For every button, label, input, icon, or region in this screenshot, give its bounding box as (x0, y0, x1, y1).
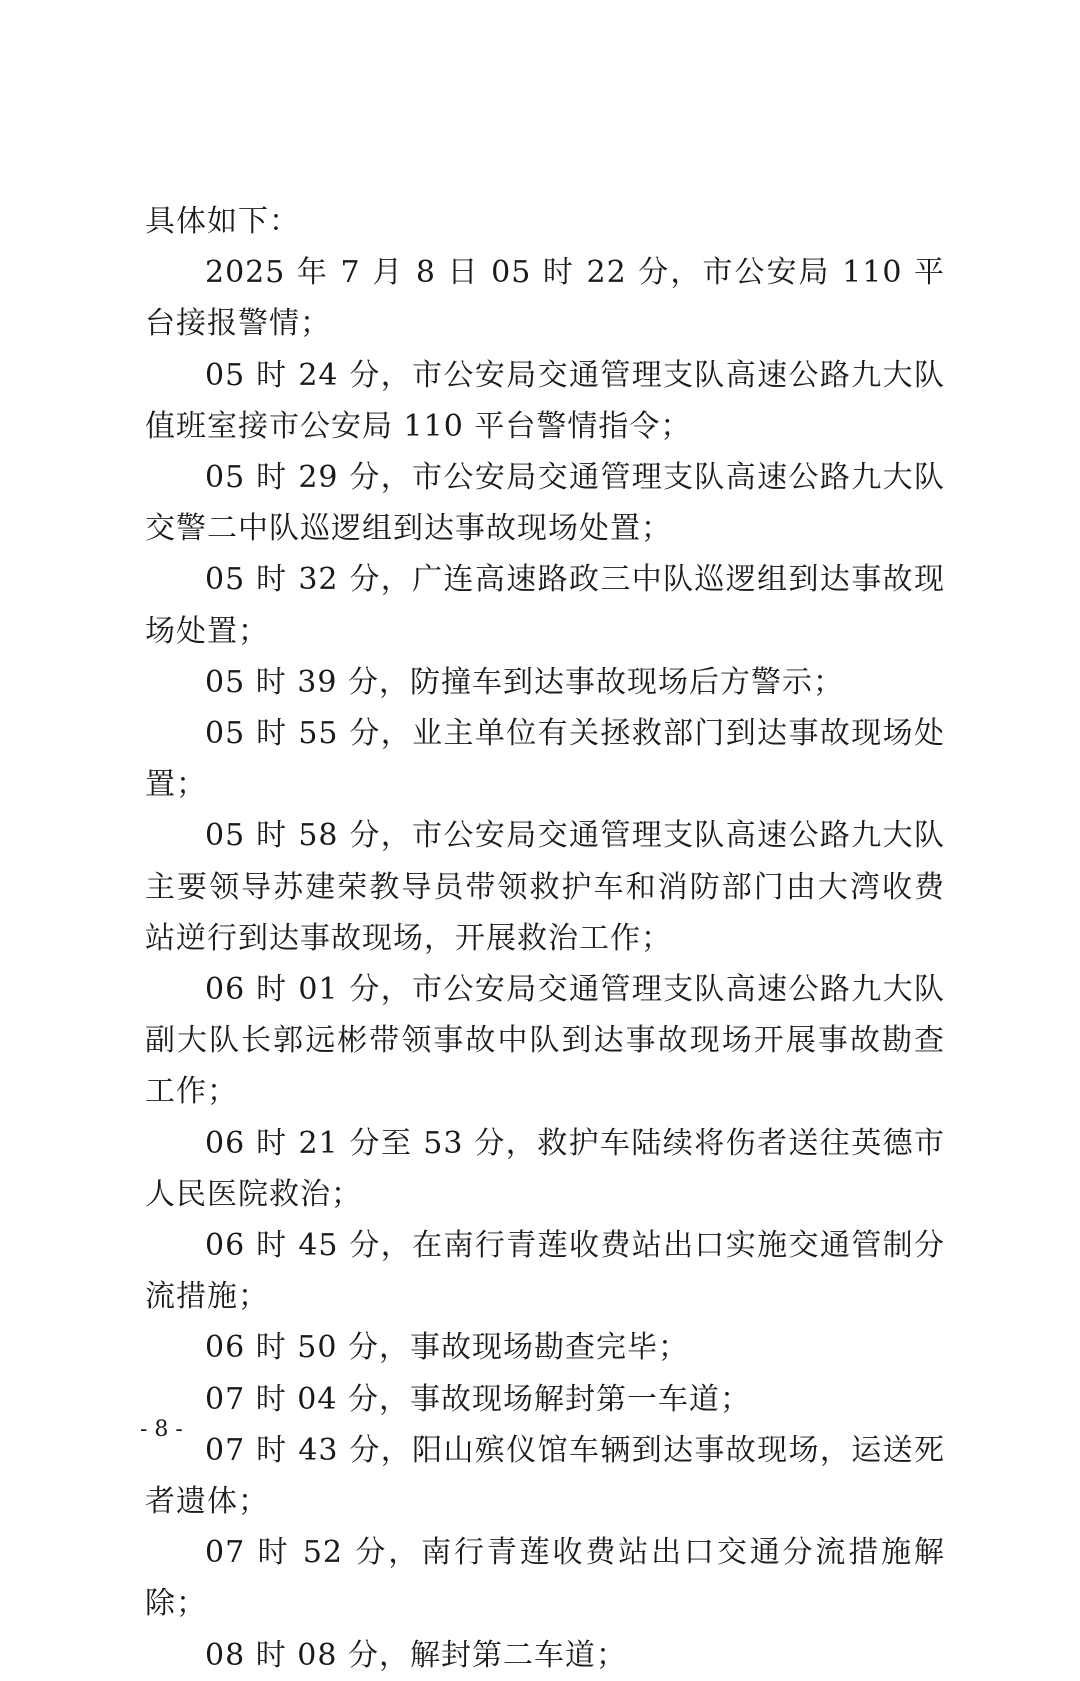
paragraph-0704: 07 时 04 分，事故现场解封第一车道； (205, 1381, 751, 1417)
paragraph-intro: 具体如下： (145, 204, 300, 239)
document-body (145, 196, 945, 1681)
paragraph-0524: 05 时 24 分，市公安局交通管理支队高速公路九大队值班室接市公安局 110 平台警情指令； (145, 357, 945, 444)
paragraph-0529: 05 时 29 分，市公安局交通管理支队高速公路九大队交警二中队巡逻组到达事故现场处置； (145, 460, 945, 547)
paragraph-0532: 05 时 32 分，广连高速路政三中队巡逻组到达事故现场处置； (145, 562, 945, 649)
paragraph-0645: 06 时 45 分，在南行青莲收费站出口实施交通管制分流措施； (145, 1228, 945, 1315)
paragraph-0621: 06 时 21 分至 53 分，救护车陆续将伤者送往英德市人民医院救治； (145, 1125, 945, 1212)
paragraph-0743: 07 时 43 分，阳山殡仪馆车辆到达事故现场，运送死者遗体； (145, 1432, 945, 1520)
paragraph-0539: 05 时 39 分，防撞车到达事故现场后方警示； (205, 664, 844, 700)
paragraph-0558: 05 时 58 分，市公安局交通管理支队高速公路九大队主要领导苏建荣教导员带领救护车和消防部门由大湾收费站逆行到达事故现场，开展救治工作； (145, 818, 945, 956)
paragraph-0650: 06 时 50 分，事故现场勘查完毕； (205, 1330, 689, 1366)
paragraph-0752: 07 时 52 分，南行青莲收费站出口交通分流措施解除； (145, 1535, 945, 1622)
paragraph-0808: 08 时 08 分，解封第二车道； (205, 1637, 627, 1673)
paragraph-0601: 06 时 01 分，市公安局交通管理支队高速公路九大队副大队长郭远彬带领事故中队到达事故现场开展事故勘查工作； (145, 972, 945, 1110)
page-number: - 8 - (140, 1417, 183, 1442)
paragraph-0555: 05 时 55 分，业主单位有关拯救部门到达事故现场处置； (145, 716, 945, 803)
paragraph-0522: 2025 年 7 月 8 日 05 时 22 分，市公安局 110 平台接报警情； (145, 255, 945, 342)
